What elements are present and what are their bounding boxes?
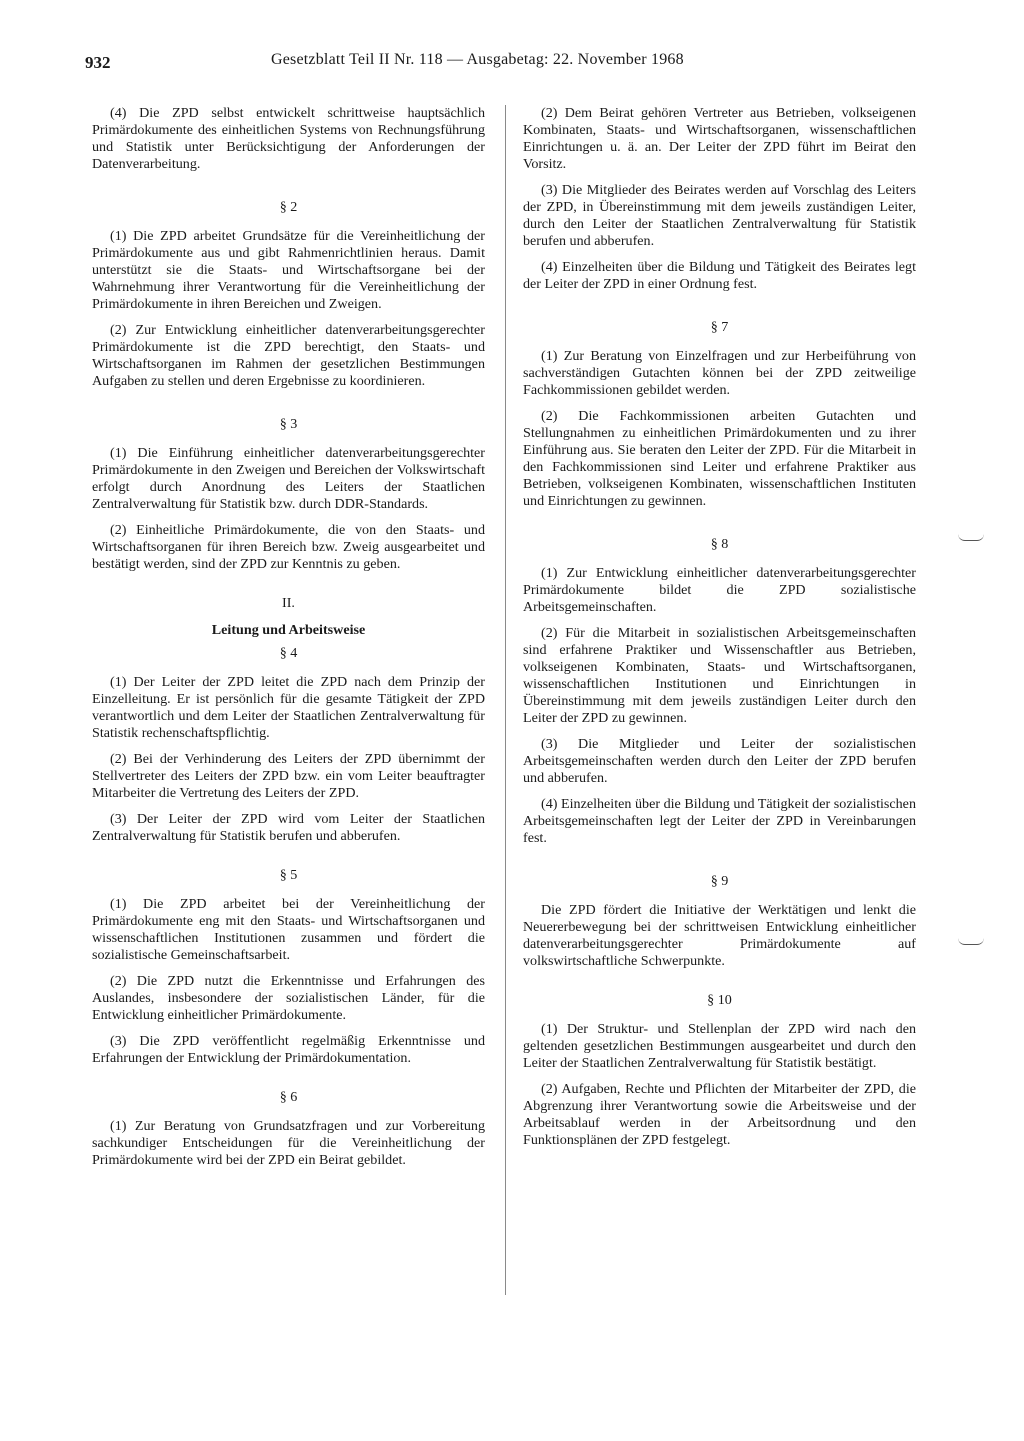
paragraph-s1-4: (4) Die ZPD selbst entwickelt schrittweise hauptsächlich Primärdokumente des einheitlichen Systems von Rechnungsführung und Statistik unter Berücksichtigung der Anforderungen der Datenverarbeitung.: [92, 105, 485, 172]
paragraph-s4-2: (2) Bei der Verhinderung des Leiters der ZPD übernimmt der Stellvertreter des Leiters der ZPD bzw. ein vom Leiter beauftragter Mitarbeiter die Vertretung des Leiters der ZPD.: [92, 751, 485, 801]
section-heading-7: § 7: [710, 319, 729, 335]
section-heading-10: § 10: [707, 992, 732, 1008]
paragraph-s8-3: (3) Die Mitglieder und Leiter der sozialistischen Arbeitsgemeinschaften werden durch den Leiter der ZPD berufen und abberufen.: [523, 736, 916, 786]
section-heading-5: § 5: [279, 867, 298, 883]
page-number: 932: [85, 53, 111, 72]
section-heading-8: § 8: [710, 536, 729, 552]
section-heading-9: § 9: [710, 873, 729, 889]
right-column: [523, 105, 916, 1158]
paragraph-s6-1: (1) Zur Beratung von Grundsatzfragen und zur Vorbereitung sachkundiger Entscheidungen für die Vereinheitlichung der Primärdokumente wird bei der ZPD ein Beirat gebildet.: [92, 1118, 485, 1168]
margin-mark: [958, 534, 984, 541]
paragraph-s8-1: (1) Zur Entwicklung einheitlicher datenverarbeitungsgerechter Primärdokumente bildet die ZPD sozialistische Arbeitsgemeinschaften.: [523, 565, 916, 615]
paragraph-s10-1: (1) Der Struktur- und Stellenplan der ZPD wird nach den geltenden gesetzlichen Bestimmungen ausgearbeitet und durch den Leiter der Staatlichen Zentralverwaltung für Statistik bestätigt.: [523, 1021, 916, 1071]
paragraph-s8-2: (2) Für die Mitarbeit in sozialistischen Arbeitsgemeinschaften sind erfahrene Praktiker und Wissenschaftler aus Betrieben, volkseigenen Kombinaten, Staats- und Wirtschaftsorganen, wissenschaftlichen Institutionen und Einrichtungen in Übereinstimmung mit dem jeweils zuständigen Leiter durch den Leiter der ZPD zu gewinnen.: [523, 625, 916, 726]
left-column: [92, 105, 485, 1178]
section-heading-2: § 2: [279, 199, 298, 215]
chapter-number: II.: [282, 595, 295, 611]
paragraph-s5-1: (1) Die ZPD arbeitet bei der Vereinheitlichung der Primärdokumente eng mit den Staats- und Wirtschaftsorganen und wissenschaftlichen Institutionen zusammen und fördert die sozialistische Gemeinschaftsarbeit.: [92, 896, 485, 963]
paragraph-s6-3: (3) Die Mitglieder des Beirates werden auf Vorschlag des Leiters der ZPD, in Übereinstimmung mit dem jeweils zuständigen Leiter, durch den Leiter der Staatlichen Zentralverwaltung für Statistik berufen und abberufen.: [523, 182, 916, 249]
paragraph-s3-2: (2) Einheitliche Primärdokumente, die von den Staats- und Wirtschaftsorganen für ihren Bereich bzw. Zweig ausgearbeitet und bestätigt werden, sind der ZPD zur Kenntnis zu geben.: [92, 522, 485, 572]
paragraph-s3-1: (1) Die Einführung einheitlicher datenverarbeitungsgerechter Primärdokumente in den Zweigen und Bereichen der Volkswirtschaft erfolgt durch Anordnung des Leiters der Staatlichen Zentralverwaltung für Statistik bzw. durch DDR-Standards.: [92, 445, 485, 512]
paragraph-s6-4: (4) Einzelheiten über die Bildung und Tätigkeit des Beirates legt der Leiter der ZPD in einer Ordnung fest.: [523, 259, 916, 292]
chapter-title: Leitung und Arbeitsweise: [211, 622, 366, 638]
paragraph-s5-2: (2) Die ZPD nutzt die Erkenntnisse und Erfahrungen des Auslandes, insbesondere der sozialistischen Länder, für die Entwicklung einheitlicher Primärdokumente.: [92, 973, 485, 1023]
paragraph-s5-3: (3) Die ZPD veröffentlicht regelmäßig Erkenntnisse und Erfahrungen der Entwicklung der Primärdokumentation.: [92, 1033, 485, 1066]
paragraph-s2-1: (1) Die ZPD arbeitet Grundsätze für die Vereinheitlichung der Primärdokumente aus und gibt Rahmenrichtlinien heraus. Damit unterstützt sie die Staats- und Wirtschaftsorgane bei der Wahrnehmung ihrer Verantwortung für die Vereinheitlichung der Primärdokumente in ihren Bereichen und Zweigen.: [92, 228, 485, 312]
paragraph-s6-2: (2) Dem Beirat gehören Vertreter aus Betrieben, volkseigenen Kombinaten, Staats- und Wirtschaftsorganen, wissenschaftlichen Einrichtungen u. ä. an. Der Leiter der ZPD führt im Beirat den Vorsitz.: [523, 105, 916, 172]
paragraph-s7-1: (1) Zur Beratung von Einzelfragen und zur Herbeiführung von sachverständigen Gutachten können bei der ZPD zeitweilige Fachkommissionen gebildet werden.: [523, 348, 916, 398]
paragraph-s10-2: (2) Aufgaben, Rechte und Pflichten der Mitarbeiter der ZPD, die Abgrenzung ihrer Verantwortung sowie die Arbeitsweise und der Arbeitsablauf werden in der Arbeitsordnung und den Funktionsplänen der ZPD festgelegt.: [523, 1081, 916, 1148]
margin-mark: [958, 938, 984, 945]
paragraph-s4-1: (1) Der Leiter der ZPD leitet die ZPD nach dem Prinzip der Einzelleitung. Er ist persönlich für die gesamte Tätigkeit der ZPD verantwortlich und dem Leiter der Staatlichen Zentralverwaltung für Statistik rechenschaftspflichtig.: [92, 674, 485, 741]
paragraph-s8-4: (4) Einzelheiten über die Bildung und Tätigkeit der sozialistischen Arbeitsgemeinschaften legt der Leiter der ZPD in Vereinbarungen fest.: [523, 796, 916, 846]
section-heading-6: § 6: [279, 1089, 298, 1105]
paragraph-s2-2: (2) Zur Entwicklung einheitlicher datenverarbeitungsgerechter Primärdokumente ist die ZPD berechtigt, den Staats- und Wirtschaftsorganen im Rahmen der gesetzlichen Bestimmungen Aufgaben zu stellen und deren Ergebnisse zu koordinieren.: [92, 322, 485, 389]
section-heading-3: § 3: [279, 416, 298, 432]
section-heading-4: § 4: [279, 645, 298, 661]
column-divider: [505, 105, 506, 1295]
page-header-title: Gesetzblatt Teil II Nr. 118 — Ausgabetag: 22. November 1968: [271, 51, 684, 68]
paragraph-s4-3: (3) Der Leiter der ZPD wird vom Leiter der Staatlichen Zentralverwaltung für Statistik berufen und abberufen.: [92, 811, 485, 844]
paragraph-s7-2: (2) Die Fachkommissionen arbeiten Gutachten und Stellungnahmen zu einheitlichen Primärdokumenten und zu ihrer Einführung aus. Sie beraten den Leiter der ZPD. Für die Mitarbeit in den Fachkommissionen sind Leiter und erfahrene Praktiker aus Betrieben, volkseigenen Kombinaten, wissenschaftlichen Instituten und Einrichtungen zu gewinnen.: [523, 408, 916, 509]
paragraph-s9-1: Die ZPD fördert die Initiative der Werktätigen und lenkt die Neuererbewegung bei der schrittweisen Entwicklung einheitlicher datenverarbeitungsgerechter Primärdokumente auf volkswirtschaftliche Schwerpunkte.: [523, 902, 916, 969]
